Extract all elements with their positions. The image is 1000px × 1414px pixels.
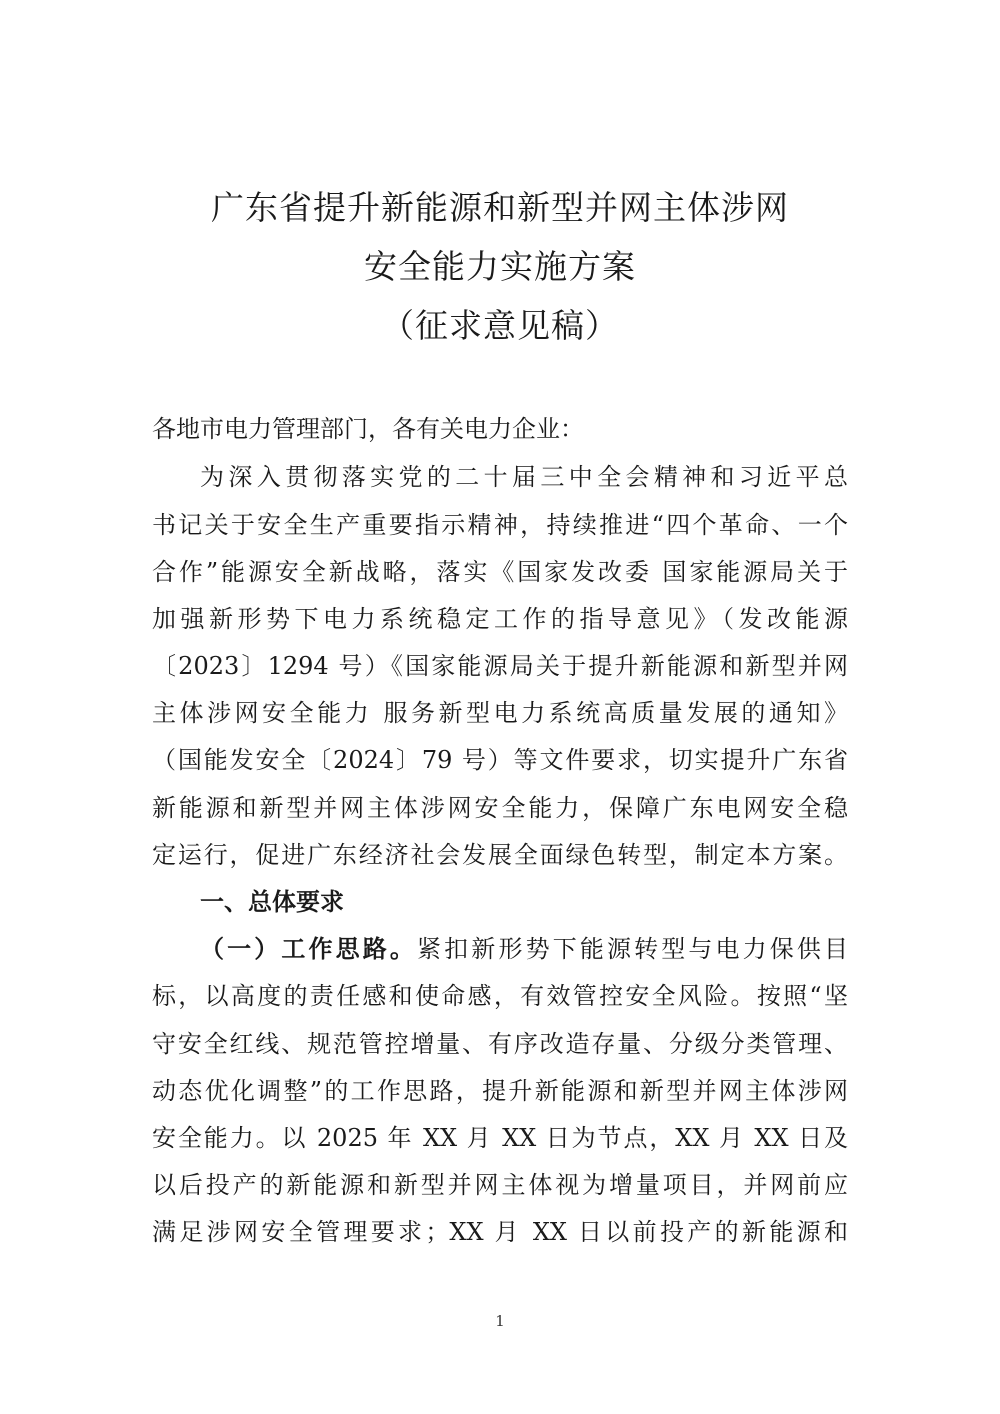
paragraph-1-line-5: 〔2023〕1294 号）《国家能源局关于提升新能源和新型并网 bbox=[152, 652, 848, 680]
paragraph-1-line-8: 新能源和新型并网主体涉网安全能力，保障广东电网安全稳 bbox=[152, 794, 848, 822]
section-1-line-3: 守安全红线、规范管控增量、有序改造存量、分级分类管理、 bbox=[152, 1030, 848, 1058]
section-1-line-2: 标，以高度的责任感和使命感，有效管控安全风险。按照“坚 bbox=[152, 982, 848, 1010]
section-1-line-7: 满足涉网安全管理要求；XX 月 XX 日以前投产的新能源和 bbox=[152, 1218, 848, 1246]
document-title-line-3: （征求意见稿） bbox=[381, 306, 619, 345]
paragraph-1-line-2: 书记关于安全生产重要指示精神，持续推进“四个革命、一个 bbox=[152, 511, 848, 539]
salutation: 各地市电力管理部门，各有关电力企业： bbox=[152, 415, 584, 443]
document-title-line-2: 安全能力实施方案 bbox=[364, 247, 636, 286]
paragraph-1-line-1: 为深入贯彻落实党的二十届三中全会精神和习近平总 bbox=[200, 463, 848, 491]
section-1-line-4: 动态优化调整”的工作思路，提升新能源和新型并网主体涉网 bbox=[152, 1077, 848, 1105]
section-heading-1: 一、总体要求 bbox=[200, 888, 344, 916]
section-1-line-1 bbox=[200, 934, 848, 964]
section-1-line-1-text: 紧扣新形势下能源转型与电力保供目 bbox=[417, 935, 849, 963]
section-1-line-6: 以后投产的新能源和新型并网主体视为增量项目，并网前应 bbox=[152, 1171, 848, 1199]
paragraph-1-line-3: 合作”能源安全新战略，落实《国家发改委 国家能源局关于 bbox=[152, 558, 848, 586]
paragraph-1-line-7: （国能发安全〔2024〕79 号）等文件要求，切实提升广东省 bbox=[152, 746, 848, 774]
section-1-line-5: 安全能力。以 2025 年 XX 月 XX 日为节点，XX 月 XX 日及 bbox=[152, 1124, 848, 1152]
document-title-line-1: 广东省提升新能源和新型并网主体涉网 bbox=[211, 188, 789, 227]
paragraph-1-line-9: 定运行，促进广东经济社会发展全面绿色转型，制定本方案。 bbox=[152, 841, 848, 869]
paragraph-1-line-6: 主体涉网安全能力 服务新型电力系统高质量发展的通知》 bbox=[152, 699, 848, 727]
sub-heading-work-approach: （一）工作思路。 bbox=[200, 935, 418, 963]
page-number: 1 bbox=[495, 1312, 505, 1330]
paragraph-1-line-4: 加强新形势下电力系统稳定工作的指导意见》（发改能源 bbox=[152, 605, 848, 633]
